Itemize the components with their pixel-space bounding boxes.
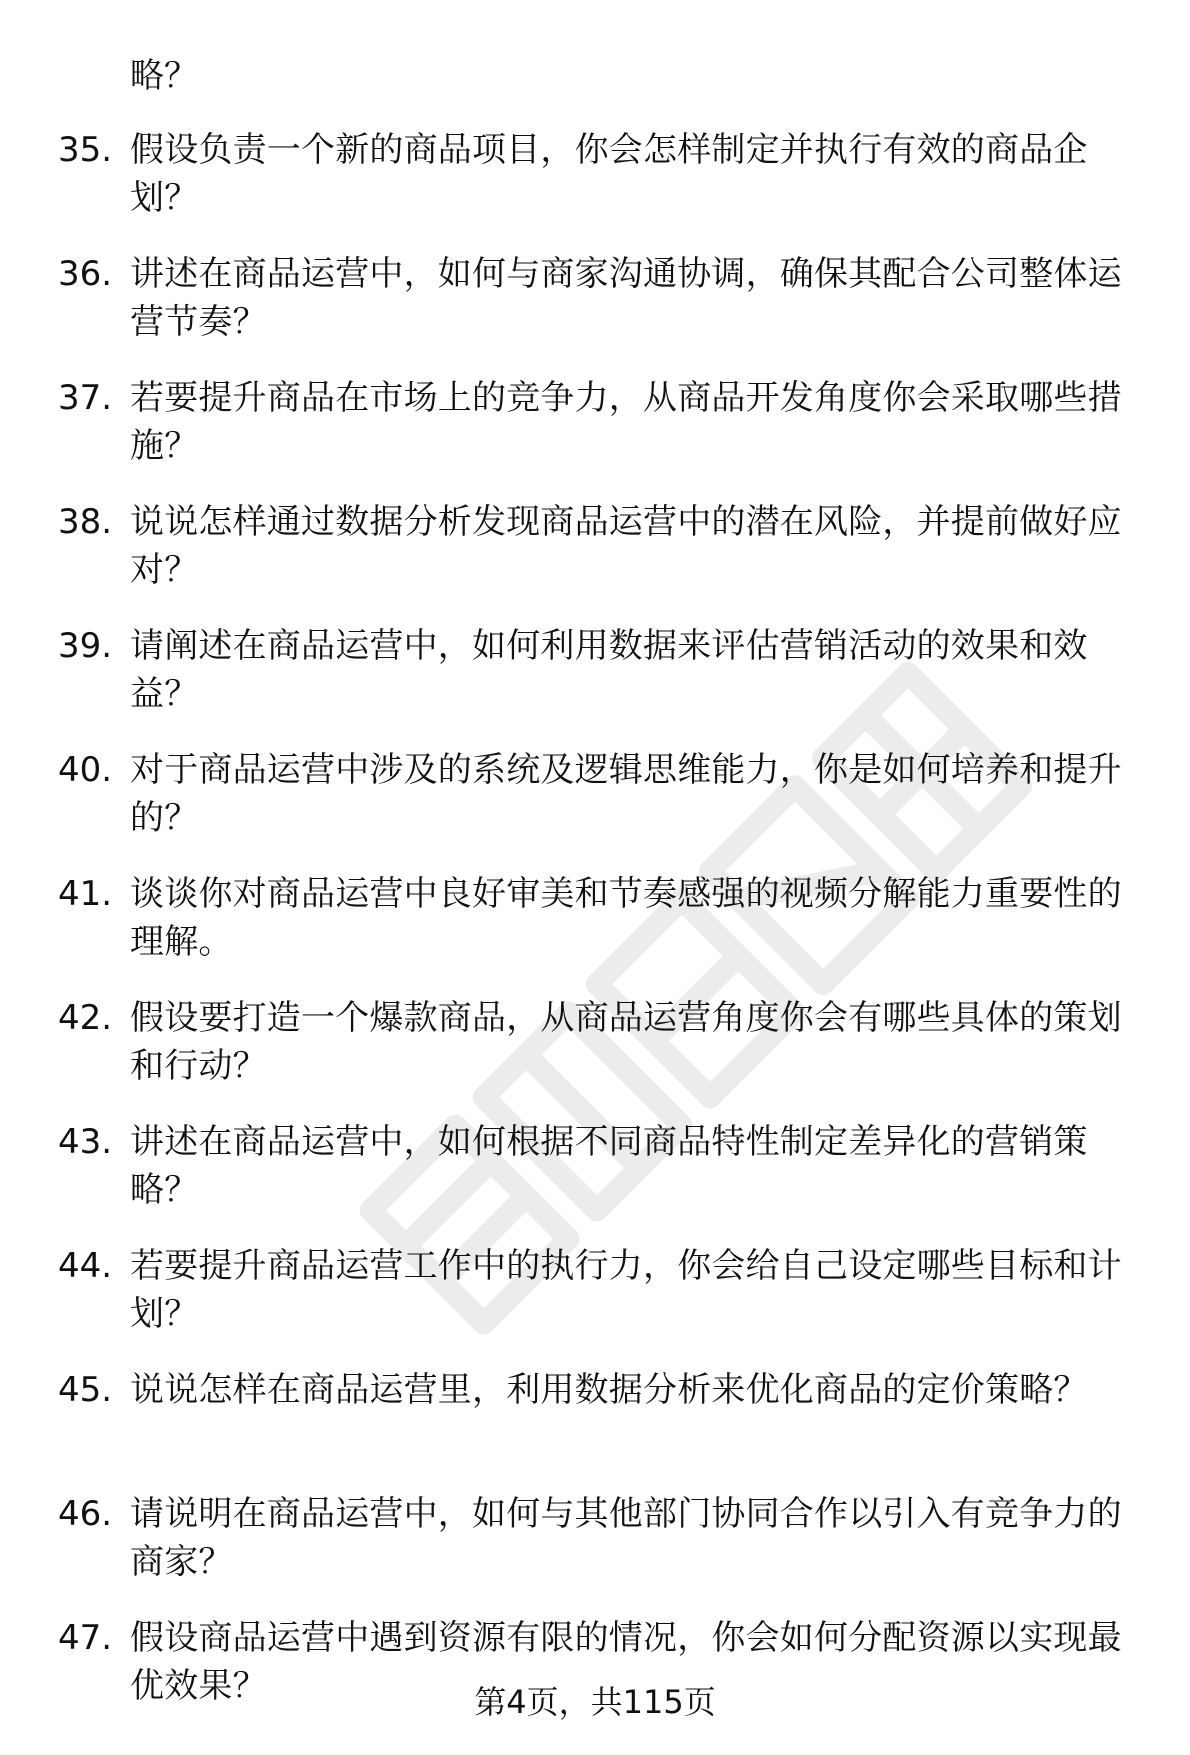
- question-item: [0, 870, 1190, 994]
- question-text: 若要提升商品在市场上的竞争力，从商品开发角度你会采取哪些措施？: [130, 378, 1122, 466]
- question-text: 假设商品运营中遇到资源有限的情况，你会如何分配资源以实现最优效果？: [130, 1618, 1122, 1706]
- question-text: 讲述在商品运营中，如何与商家沟通协调，确保其配合公司整体运营节奏？: [130, 254, 1122, 342]
- question-list: [0, 126, 1190, 1738]
- question-item: [0, 994, 1190, 1118]
- question-number: 44.: [58, 1246, 113, 1286]
- question-number: 39.: [58, 626, 113, 666]
- question-number: 41.: [58, 874, 113, 914]
- question-text: 假设要打造一个爆款商品，从商品运营角度你会有哪些具体的策划和行动？: [130, 998, 1122, 1086]
- question-item: [0, 374, 1190, 498]
- question-item: [0, 1490, 1190, 1614]
- question-text: 讲述在商品运营中，如何根据不同商品特性制定差异化的营销策略？: [130, 1122, 1088, 1210]
- question-item: [0, 1366, 1190, 1490]
- question-number: 37.: [58, 378, 113, 418]
- question-number: 47.: [58, 1618, 113, 1658]
- question-number: 35.: [58, 130, 113, 170]
- question-item: [0, 250, 1190, 374]
- question-number: 40.: [58, 750, 113, 790]
- question-number: 36.: [58, 254, 113, 294]
- page-footer: 第4页，共115页: [474, 1683, 716, 1721]
- question-item: [0, 498, 1190, 622]
- question-item: [0, 622, 1190, 746]
- question-text: 请阐述在商品运营中，如何利用数据来评估营销活动的效果和效益？: [130, 626, 1088, 714]
- question-number: 46.: [58, 1494, 113, 1534]
- question-text: 假设负责一个新的商品项目，你会怎样制定并执行有效的商品企划？: [130, 130, 1088, 218]
- question-text: 说说怎样通过数据分析发现商品运营中的潜在风险，并提前做好应对？: [130, 502, 1122, 590]
- continued-text: 略？: [130, 56, 198, 96]
- question-text: 说说怎样在商品运营里，利用数据分析来优化商品的定价策略？: [130, 1370, 1088, 1410]
- question-item: [0, 746, 1190, 870]
- question-text: 谈谈你对商品运营中良好审美和节奏感强的视频分解能力重要性的理解。: [130, 874, 1122, 962]
- question-number: 38.: [58, 502, 113, 542]
- question-text: 请说明在商品运营中，如何与其他部门协同合作以引入有竞争力的商家？: [130, 1494, 1122, 1582]
- question-text: 对于商品运营中涉及的系统及逻辑思维能力，你是如何培养和提升的？: [130, 750, 1122, 838]
- question-number: 43.: [58, 1122, 113, 1162]
- question-number: 45.: [58, 1370, 113, 1410]
- question-item: [0, 1242, 1190, 1366]
- question-text: 若要提升商品运营工作中的执行力，你会给自己设定哪些目标和计划？: [130, 1246, 1122, 1334]
- question-item: [0, 1118, 1190, 1242]
- question-number: 42.: [58, 998, 113, 1038]
- question-item: [0, 126, 1190, 250]
